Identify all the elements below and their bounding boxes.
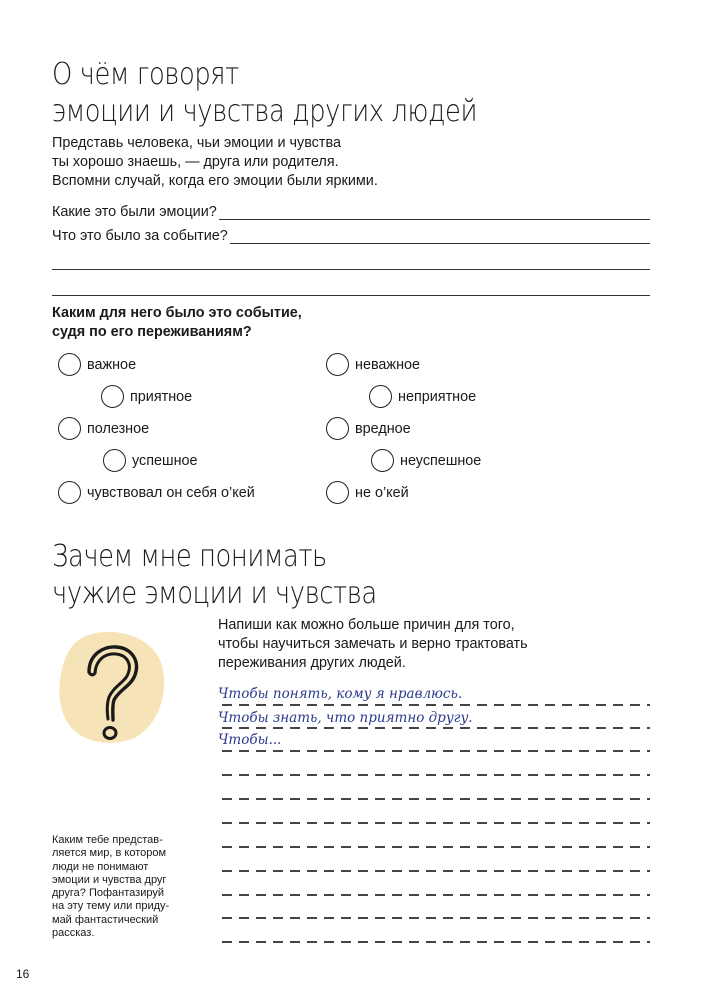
option-important[interactable]: важное bbox=[58, 353, 136, 376]
dashed-answer-line[interactable] bbox=[222, 846, 650, 848]
dashed-answer-line[interactable] bbox=[222, 894, 650, 896]
page-number: 16 bbox=[16, 967, 30, 981]
radio-button[interactable] bbox=[58, 353, 81, 376]
answer-line[interactable] bbox=[230, 224, 650, 244]
emotions-question: Какие это были эмоции? bbox=[52, 204, 217, 220]
option-unsuccessful[interactable]: неуспешное bbox=[371, 449, 481, 472]
radio-button[interactable] bbox=[101, 385, 124, 408]
option-not-ok[interactable]: не о’кей bbox=[326, 481, 409, 504]
dashed-answer-line[interactable] bbox=[222, 798, 650, 800]
handwritten-answer: Чтобы знать, что приятно другу. bbox=[218, 710, 473, 726]
option-felt-ok[interactable]: чувствовал он себя о’кей bbox=[58, 481, 255, 504]
option-harmful[interactable]: вредное bbox=[326, 417, 411, 440]
section2-title: Зачем мне понимать чужие эмоции и чувства bbox=[52, 539, 377, 611]
answer-line[interactable] bbox=[52, 295, 650, 296]
side-note: Каким тебе представ- ляется мир, в котором люди не понимают эмоции и чувства друг друга? Пофантазируй на эту тему или приду- май фантастический рассказ. bbox=[52, 834, 170, 940]
option-successful[interactable]: успешное bbox=[103, 449, 198, 472]
dashed-answer-line[interactable] bbox=[222, 727, 650, 729]
option-unpleasant[interactable]: неприятное bbox=[369, 385, 476, 408]
section1-title: О чём говорят эмоции и чувства других людей bbox=[52, 57, 478, 129]
option-pleasant[interactable]: приятное bbox=[101, 385, 192, 408]
radio-button[interactable] bbox=[103, 449, 126, 472]
section2-prompt: Напиши как можно больше причин для того, чтобы научиться замечать и верно трактовать переживания других людей. bbox=[218, 617, 528, 671]
radio-button[interactable] bbox=[371, 449, 394, 472]
option-useful[interactable]: полезное bbox=[58, 417, 149, 440]
event-evaluation-question: Каким для него было это событие, судя по его переживаниям? bbox=[52, 305, 302, 340]
question-mark-icon bbox=[56, 628, 166, 746]
dashed-answer-line[interactable] bbox=[222, 822, 650, 824]
radio-button[interactable] bbox=[58, 417, 81, 440]
radio-button[interactable] bbox=[326, 417, 349, 440]
section1-intro: Представь человека, чьи эмоции и чувства ты хорошо знаешь, — друга или родителя. Вспомни случай, когда его эмоции были яркими. bbox=[52, 135, 378, 189]
handwritten-answer: Чтобы... bbox=[218, 732, 282, 748]
event-answer-field[interactable] bbox=[52, 224, 650, 244]
handwritten-answer: Чтобы понять, кому я нравлюсь. bbox=[218, 686, 463, 702]
emotions-answer-field[interactable] bbox=[52, 200, 650, 220]
dashed-answer-line[interactable] bbox=[222, 750, 650, 752]
option-unimportant[interactable]: неважное bbox=[326, 353, 420, 376]
dashed-answer-line[interactable] bbox=[222, 774, 650, 776]
radio-button[interactable] bbox=[326, 481, 349, 504]
dashed-answer-line[interactable] bbox=[222, 917, 650, 919]
radio-button[interactable] bbox=[369, 385, 392, 408]
dashed-answer-line[interactable] bbox=[222, 704, 650, 706]
answer-line[interactable] bbox=[219, 200, 650, 220]
radio-button[interactable] bbox=[58, 481, 81, 504]
dashed-answer-line[interactable] bbox=[222, 941, 650, 943]
answer-line[interactable] bbox=[52, 269, 650, 270]
event-question: Что это было за событие? bbox=[52, 228, 228, 244]
radio-button[interactable] bbox=[326, 353, 349, 376]
dashed-answer-line[interactable] bbox=[222, 870, 650, 872]
